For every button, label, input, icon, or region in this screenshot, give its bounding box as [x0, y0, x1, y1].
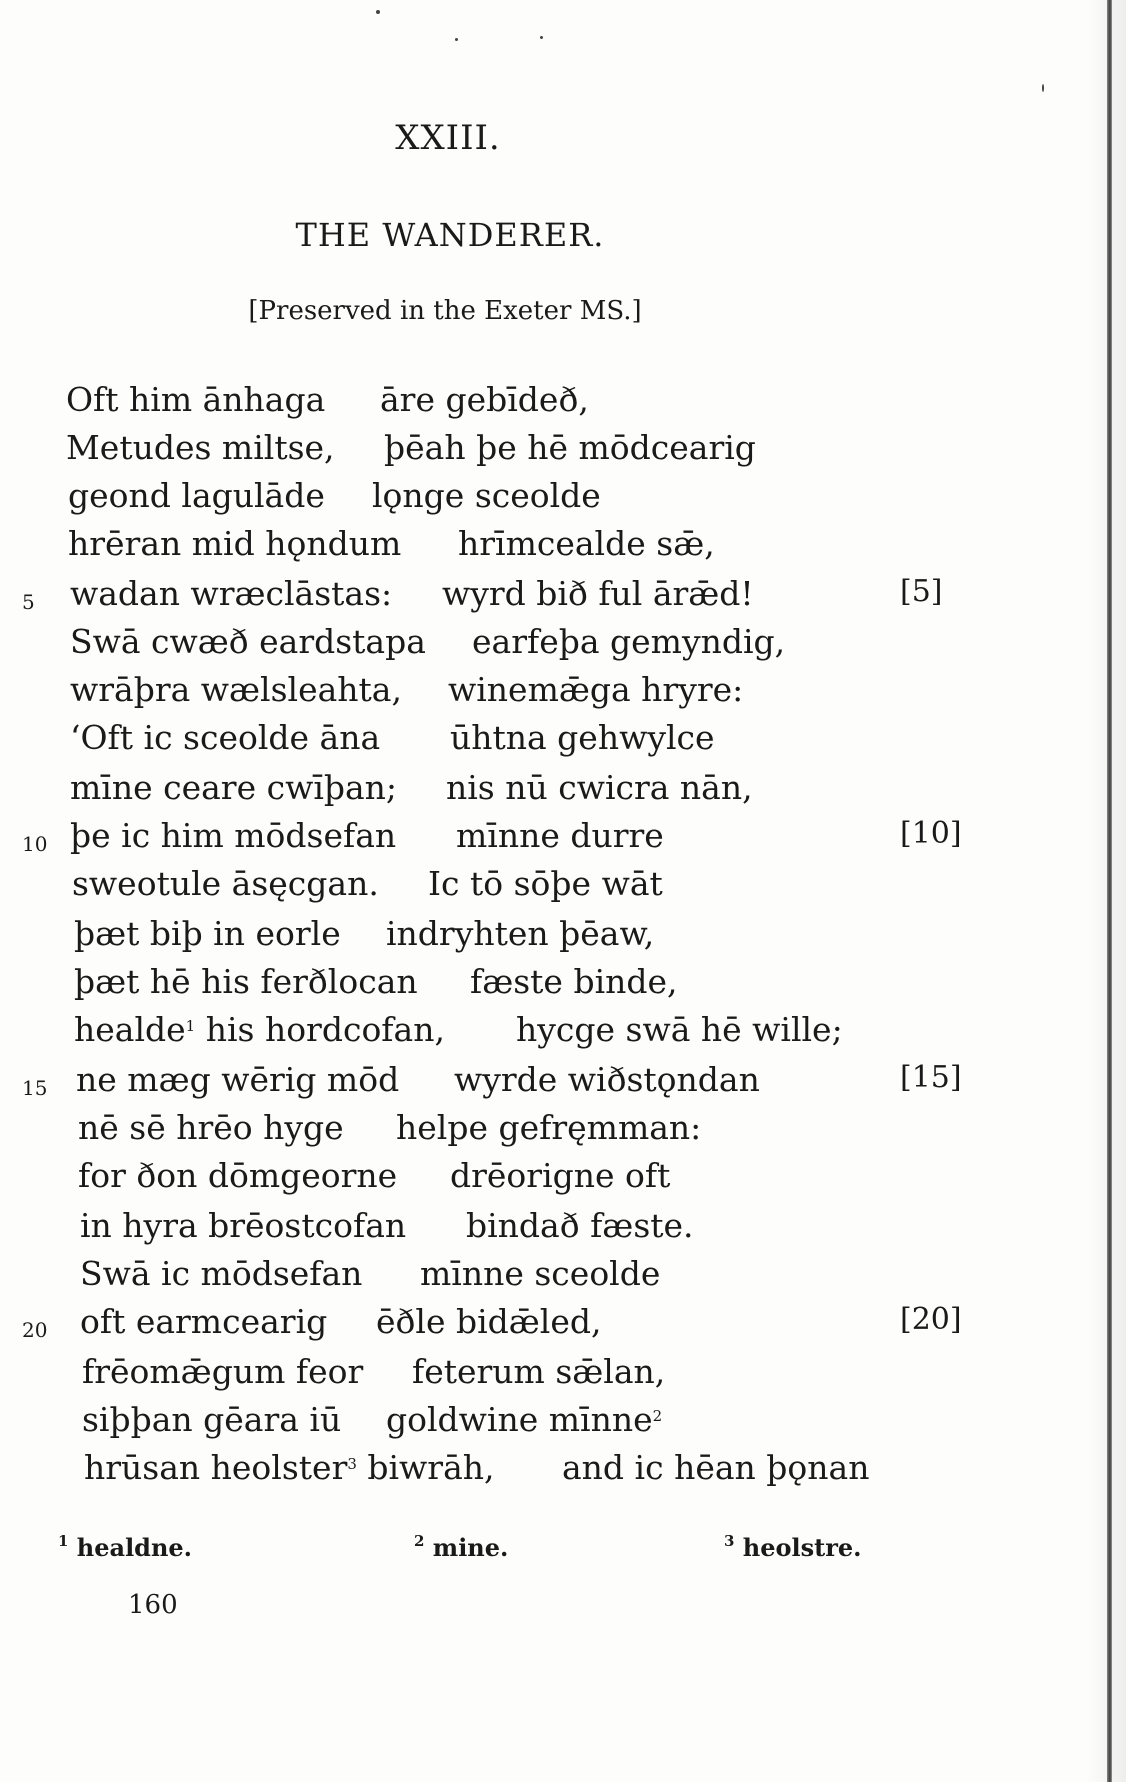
- verse-line: [0, 1156, 1000, 1204]
- first-half-text: þæt hē his ferðlocan: [74, 962, 418, 1001]
- second-half-line: [450, 718, 715, 757]
- second-half-text: goldwine mīnne: [386, 1400, 653, 1439]
- second-half-line: [428, 864, 663, 903]
- first-half-text: Swā cwæð eardstapa: [70, 622, 426, 661]
- second-half-text: hrīmcealde sǣ,: [458, 524, 715, 563]
- first-half-text: frēomǣgum feor: [82, 1352, 364, 1391]
- second-half-text: and ic hēan þǫnan: [562, 1448, 870, 1487]
- first-half-text: hrēran mid hǫndum: [68, 524, 402, 563]
- second-half-text: indryhten þēaw,: [386, 914, 655, 953]
- first-half-text: ‘Oft ic sceolde āna: [70, 718, 381, 757]
- first-half-line: [70, 622, 426, 661]
- second-half-line: [396, 1108, 701, 1147]
- first-half-text: Metudes miltse,: [66, 428, 335, 467]
- second-half-line: [470, 962, 678, 1001]
- first-half-text: hrūsan heolster: [84, 1448, 348, 1487]
- second-half-line: [386, 914, 654, 953]
- verse-line: [0, 1352, 1000, 1400]
- first-half-text: for ðon dōmgeorne: [78, 1156, 398, 1195]
- second-half-text: wyrde wiðstǫndan: [454, 1060, 760, 1099]
- second-half-text: ūhtna gehwylce: [450, 718, 715, 757]
- first-half-line: [78, 1108, 344, 1147]
- second-half-line: [412, 1352, 665, 1391]
- second-half-text: þēah þe hē mōdcearig: [384, 428, 756, 467]
- verse-line: [0, 816, 1000, 864]
- source-note: [Preserved in the Exeter MS.]: [248, 296, 642, 326]
- first-half-line: [80, 1302, 327, 1341]
- first-half-text: wrāþra wælsleahta,: [70, 670, 402, 709]
- first-half-text: in hyra brēostcofan: [80, 1206, 407, 1245]
- verse-line: [0, 864, 1000, 912]
- first-half-text: Oft him ānhaga: [66, 380, 326, 419]
- second-half-line: [456, 816, 664, 855]
- second-half-line: [516, 1010, 843, 1049]
- verse-line: [0, 1060, 1000, 1108]
- first-half-text-cont: his hordcofan,: [195, 1010, 445, 1049]
- footnote-1: $^1$ healdne.: [58, 1532, 193, 1562]
- paper-speck: [455, 38, 458, 41]
- second-half-text: Ic tō sōþe wāt: [428, 864, 663, 903]
- footnotes: [0, 1532, 1000, 1572]
- line-number: 10: [22, 832, 48, 856]
- section-number: XXIII.: [395, 118, 501, 158]
- paper-speck: [1042, 84, 1044, 92]
- second-half-line: [466, 1206, 694, 1245]
- second-half-text: mīnne durre: [456, 816, 664, 855]
- second-half-line: [458, 524, 715, 563]
- first-half-text: oft earmcearig: [80, 1302, 328, 1341]
- first-half-line: [68, 476, 325, 515]
- first-half-line: [82, 1400, 341, 1439]
- second-half-text: helpe gefręmman:: [396, 1108, 702, 1147]
- binding-edge: [1107, 0, 1112, 1782]
- second-half-text: mīnne sceolde: [420, 1254, 661, 1293]
- first-half-line: [74, 962, 418, 1001]
- first-half-line: [70, 768, 397, 807]
- second-half-line: [376, 1302, 602, 1341]
- first-half-text-cont: biwrāh,: [356, 1448, 495, 1487]
- second-half-line: [386, 1400, 662, 1439]
- verse-line: [0, 670, 1000, 718]
- second-half-text: drēorigne oft: [450, 1156, 671, 1195]
- first-half-text: Swā ic mōdsefan: [80, 1254, 363, 1293]
- first-half-line: [72, 864, 379, 903]
- verse-line: [0, 524, 1000, 572]
- first-half-line: [82, 1352, 363, 1391]
- original-line-marker: [10]: [900, 816, 962, 851]
- original-line-marker: [15]: [900, 1060, 962, 1095]
- first-half-line: [70, 718, 380, 757]
- second-half-line: [562, 1448, 869, 1487]
- first-half-text: mīne ceare cwīþan;: [70, 768, 398, 807]
- paper-speck: [376, 10, 380, 14]
- second-half-line: [446, 768, 753, 807]
- binding-shadow: [1086, 0, 1126, 1782]
- footnote-mark: 3: [347, 1455, 357, 1473]
- poem-title: THE WANDERER.: [295, 216, 605, 254]
- footnote-3: $^3$ heolstre.: [724, 1532, 862, 1562]
- verse-line: [0, 380, 1000, 428]
- first-half-line: [66, 380, 325, 419]
- first-half-line: [78, 1156, 397, 1195]
- verse-line: [0, 914, 1000, 962]
- second-half-line: [420, 1254, 660, 1293]
- first-half-text: healde: [74, 1010, 186, 1049]
- first-half-line: [68, 524, 401, 563]
- verse-line: [0, 1400, 1000, 1448]
- second-half-line: [372, 476, 601, 515]
- line-number: 5: [22, 590, 35, 614]
- verse-line: [0, 1448, 1000, 1496]
- line-number: 20: [22, 1318, 48, 1342]
- verse-line: [0, 428, 1000, 476]
- verse-line: [0, 718, 1000, 766]
- first-half-line: [74, 914, 341, 953]
- footnote-2: $^2$ mine.: [414, 1532, 509, 1562]
- second-half-line: [472, 622, 785, 661]
- second-half-line: [448, 670, 743, 709]
- verse-line: [0, 768, 1000, 816]
- second-half-line: [450, 1156, 670, 1195]
- first-half-text: þe ic him mōdsefan: [70, 816, 397, 855]
- verse-line: [0, 962, 1000, 1010]
- verse-line: [0, 1302, 1000, 1350]
- verse-line: [0, 1206, 1000, 1254]
- first-half-line: [74, 1010, 445, 1049]
- verse-line: [0, 574, 1000, 622]
- original-line-marker: [5]: [900, 574, 943, 609]
- verse-line: [0, 1108, 1000, 1156]
- verse-line: [0, 622, 1000, 670]
- second-half-line: [380, 380, 589, 419]
- first-half-line: [80, 1254, 362, 1293]
- first-half-line: [80, 1206, 406, 1245]
- first-half-text: nē sē hrēo hyge: [78, 1108, 344, 1147]
- page-number: 160: [128, 1590, 178, 1620]
- footnote-mark: 2: [652, 1407, 663, 1425]
- first-half-text: wadan wræclāstas:: [70, 574, 393, 613]
- verse-line: [0, 1254, 1000, 1302]
- second-half-text: feterum sǣlan,: [412, 1352, 666, 1391]
- second-half-text: lǫnge sceolde: [372, 476, 601, 515]
- second-half-text: winemǣga hryre:: [448, 670, 744, 709]
- second-half-text: ēðle bidǣled,: [376, 1302, 602, 1341]
- first-half-line: [70, 816, 396, 855]
- footnote-mark: 1: [185, 1017, 196, 1035]
- first-half-text: ne mæg wērig mōd: [76, 1060, 400, 1099]
- first-half-text: sweotule āsęcgan.: [72, 864, 379, 903]
- second-half-text: hycge swā hē wille;: [516, 1010, 843, 1049]
- verse-line: [0, 476, 1000, 524]
- paper-speck: [540, 36, 543, 39]
- second-half-text: wyrd bið ful ārǣd!: [442, 574, 754, 613]
- first-half-line: [70, 670, 402, 709]
- first-half-line: [70, 574, 392, 613]
- second-half-line: [442, 574, 754, 613]
- second-half-text: āre gebīdeð,: [380, 380, 589, 419]
- second-half-text: earfeþa gemyndig,: [472, 622, 786, 661]
- first-half-text: siþþan gēara iū: [82, 1400, 342, 1439]
- second-half-line: [454, 1060, 760, 1099]
- first-half-line: [76, 1060, 399, 1099]
- second-half-text: fæste binde,: [470, 962, 678, 1001]
- second-half-text: nis nū cwicra nān,: [446, 768, 753, 807]
- original-line-marker: [20]: [900, 1302, 962, 1337]
- first-half-text: þæt biþ in eorle: [74, 914, 341, 953]
- first-half-text: geond lagulāde: [68, 476, 325, 515]
- verse-line: [0, 1010, 1000, 1058]
- first-half-line: [66, 428, 335, 467]
- line-number: 15: [22, 1076, 48, 1100]
- second-half-text: bindað fæste.: [466, 1206, 694, 1245]
- second-half-line: [384, 428, 756, 467]
- first-half-line: [84, 1448, 495, 1487]
